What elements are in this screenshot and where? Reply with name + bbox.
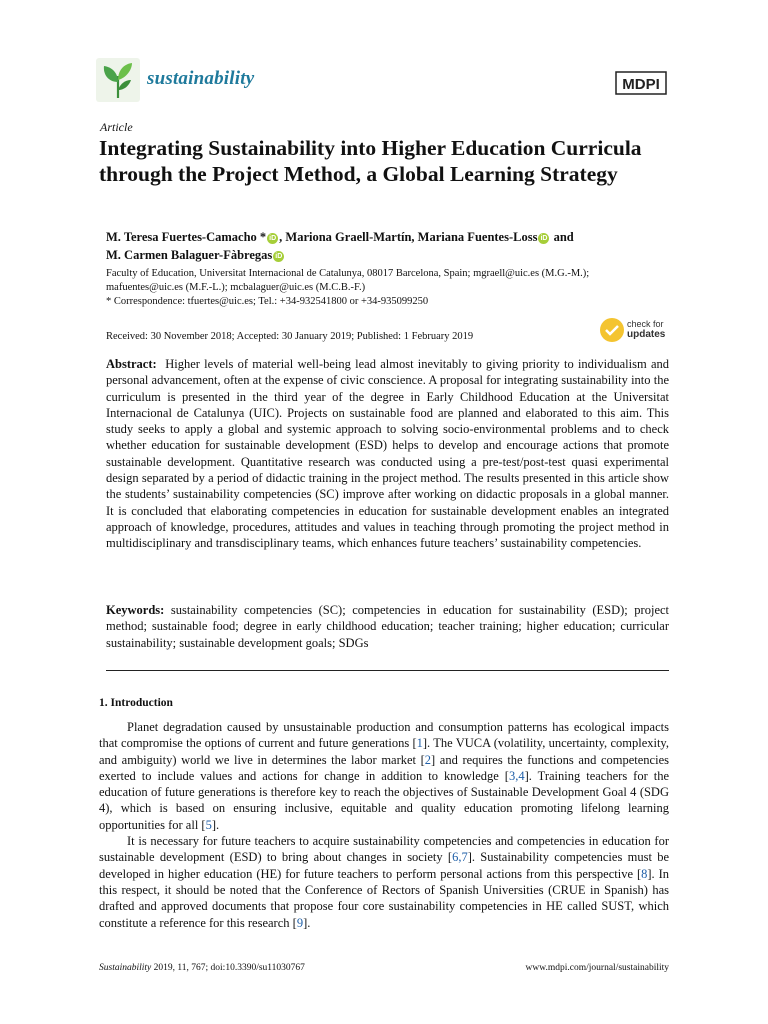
author-4[interactable]: M. Carmen Balaguer-Fàbregas (106, 247, 273, 262)
check-updates-icon (600, 318, 624, 342)
abstract-label: Abstract: (106, 357, 157, 371)
citation-link[interactable]: 8 (641, 866, 648, 881)
abstract-text: Higher levels of material well-being lead almost inevitably to giving priority to individualism and personal advancement, often at the expense of civic conscience. A proposal for integrating sustainability into the curriculum is presented in the third year of the degree in Early Childhood Education at the Universitat Internacional de Catalunya (UIC). Projects on sustainable food are planned and elaborated to this aim. This study seeks to apply a global and systemic approach to solving socio-environmental problems and to check whether education for sustainable development (ESD) helps to develop and encourage actions that promote sustainable development. Quantitative research was conducted using a pre-test/post-test quasi experimental design separated by a period of didactic training in the project method. The results presented in this article show the students’ sustainability competencies (SC) improve after working on didactic proposals in a global manner. It is concluded that elaborating competencies in education for sustainable development enables an integrated approach of knowledge, procedures, attitudes and values in teaching through promoting the project method in multidisciplinary and transdisciplinary teams, which enhances future teachers’ sustainability competencies. (106, 357, 669, 551)
citation-link[interactable]: 9 (296, 915, 304, 930)
journal-leaf-logo (96, 58, 140, 102)
citation-link[interactable]: 5 (205, 817, 212, 832)
keywords-text: sustainability competencies (SC); competencies in education for sustainability (ESD); project method; sustainable food; degree in early childhood education; teacher training; higher education; curricular sustainability; sustainable development goals; SDGs (106, 603, 670, 650)
mdpi-logo (612, 70, 670, 96)
body-text (99, 719, 669, 931)
keywords (106, 602, 669, 651)
footer-citation: Sustainability 2019, 11, 767; doi:10.3390/su11030767 (99, 963, 305, 973)
affiliations (106, 267, 676, 309)
check-for-updates-badge[interactable] (600, 318, 672, 344)
section-heading: 1. Introduction (99, 697, 173, 709)
affiliation-line: Faculty of Education, Universitat Internacional de Catalunya, 08017 Barcelona, Spain; mgraell@uic.es (M.G.-M.); (106, 268, 590, 279)
citation-link[interactable]: 6,7 (452, 850, 468, 865)
orcid-icon[interactable]: iD (275, 252, 283, 260)
author-list (106, 229, 666, 264)
paragraph: It is necessary for future teachers to acquire sustainability competencies and competencies in education for sustainable development (ESD) to bring about changes in society [6,7]. Sustainability competencies must be developed in higher education (HE) for future teachers to perform personal actions from this perspective [8]. In this respect, it should be noted that the Conference of Rectors of Spanish Universities (CRUE in Spanish) has drafted and approved documents that propose four core sustainability competencies in HE called SUST, which constitute a reference for this research [9]. (99, 834, 670, 930)
check-updates-label: check for updates (627, 319, 666, 340)
footer-url[interactable]: www.mdpi.com/journal/sustainability (525, 963, 669, 973)
article-type: Article (100, 120, 133, 134)
citation-link[interactable]: 3,4 (508, 768, 525, 783)
author-and: and (550, 230, 574, 244)
paragraph: Planet degradation caused by unsustainable production and consumption patterns has ecological impacts that compromise the options of current and future generations [1]. The VUCA (volatility, uncertainty, complexity, and ambiguity) world we live in determines the labor market [2] and requires the functions and competencies exerted to include values and actions for change in addition to knowledge [3,4]. Training teachers for the education of future generations is therefore key to reach the objectives of Sustainable Development Goal 4 (SDG 4), which is based on ensuring inclusive, equitable and quality education promoting lifelong learning opportunities for all [5]. (99, 720, 670, 832)
publication-dates: Received: 30 November 2018; Accepted: 30 January 2019; Published: 1 February 2019 (106, 331, 474, 342)
journal-name: sustainability (147, 68, 255, 89)
orcid-icon[interactable]: iD (269, 235, 277, 242)
author-1[interactable]: M. Teresa Fuertes-Camacho * (106, 230, 267, 244)
author-2-3[interactable]: , Mariona Graell-Martín, Mariana Fuentes-Loss (279, 230, 538, 244)
affiliation-line: mafuentes@uic.es (M.F.-L.); mcbalaguer@uic.es (M.C.B.-F.) (106, 282, 366, 293)
keywords-label: Keywords: (106, 603, 165, 617)
citation-link[interactable]: 1 (416, 736, 423, 751)
abstract (106, 356, 669, 552)
orcid-icon[interactable]: iD (540, 235, 548, 242)
paper-title: Integrating Sustainability into Higher Education Curricula through the Project Method, a Global Learning Strategy (99, 136, 642, 186)
divider (106, 670, 669, 671)
correspondence-line: * Correspondence: tfuertes@uic.es; Tel.: +34-932541800 or +34-935099250 (106, 296, 429, 307)
mdpi-logo-text: MDPI (622, 76, 660, 93)
citation-link[interactable]: 2 (424, 752, 432, 767)
